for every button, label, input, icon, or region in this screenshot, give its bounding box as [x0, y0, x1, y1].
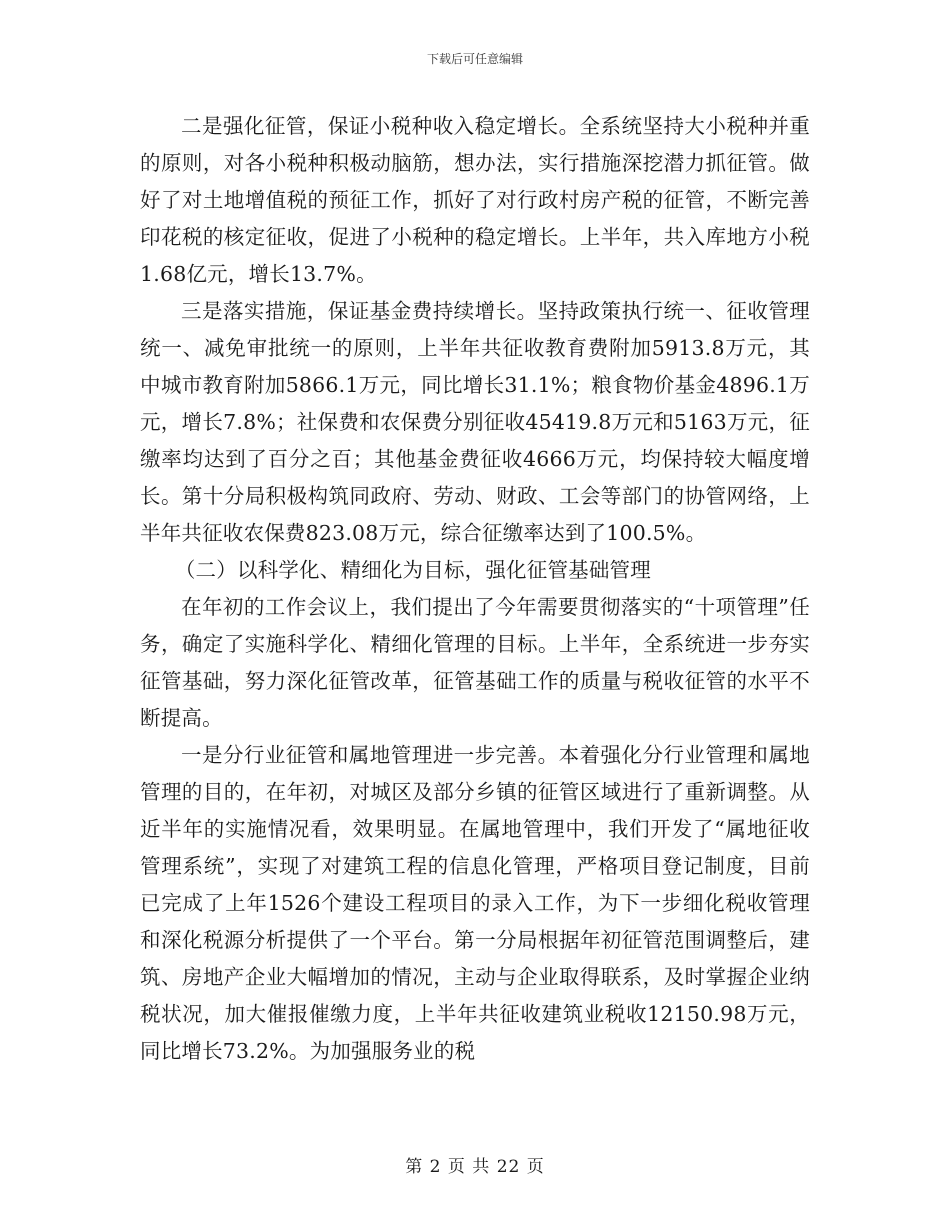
document-body — [140, 108, 810, 1070]
paragraph-work-meeting: 在年初的工作会议上，我们提出了今年需要贯彻落实的“十项管理”任务，确定了实施科学化、精细化管理的目标。上半年，全系统进一步夯实征管基础，努力深化征管改革，征管基础工作的质量与税收征管的水平不断提高。 — [140, 595, 810, 730]
page-number-label: 第 2 页 共 22 页 — [405, 1157, 545, 1177]
paragraph-small-taxes: 二是强化征管，保证小税种收入稳定增长。全系统坚持大小税种并重的原则，对各小税种积极动脑筋，想办法，实行措施深挖潜力抓征管。做好了对土地增值税的预征工作，抓好了对行政村房产税的征管，不断完善印花税的核定征收，促进了小税种的稳定增长。上半年，共入库地方小税1.68亿元，增长13.7%。 — [140, 114, 810, 286]
page-footer — [0, 1152, 950, 1177]
paragraph-industry-management: 一是分行业征管和属地管理进一步完善。本着强化分行业管理和属地管理的目的，在年初，对城区及部分乡镇的征管区域进行了重新调整。从近半年的实施情况看，效果明显。在属地管理中，我们开发了“属地征收管理系统”，实现了对建筑工程的信息化管理，严格项目登记制度，目前已完成了上年1526个建设工程项目的录入工作，为下一步细化税收管理和深化税源分析提供了一个平台。第一分局根据年初征管范围调整后，建筑、房地产企业大幅增加的情况，主动与企业取得联系，及时掌握企业纳税状况，加大催报催缴力度，上半年共征收建筑业税收12150.98万元，同比增长73.2%。为加强服务业的税 — [140, 743, 810, 1063]
paragraph-fund-fees: 三是落实措施，保证基金费持续增长。坚持政策执行统一、征收管理统一、减免审批统一的原则，上半年共征收教育费附加5913.8万元，其中城市教育附加5866.1万元，同比增长31.1%；粮食物价基金4896.1万元，增长7.8%；社保费和农保费分别征收45419.8万元和5163万元，征缴率均达到了百分之百；其他基金费征收4666万元，均保持较大幅度增长。第十分局积极构筑同政府、劳动、财政、工会等部门的协管网络，上半年共征收农保费823.08万元，综合征缴率达到了100.5%。 — [140, 299, 810, 545]
section-heading: （二）以科学化、精细化为目标，强化征管基础管理 — [174, 558, 651, 582]
page-header-note: 下载后可任意编辑 — [426, 52, 523, 66]
